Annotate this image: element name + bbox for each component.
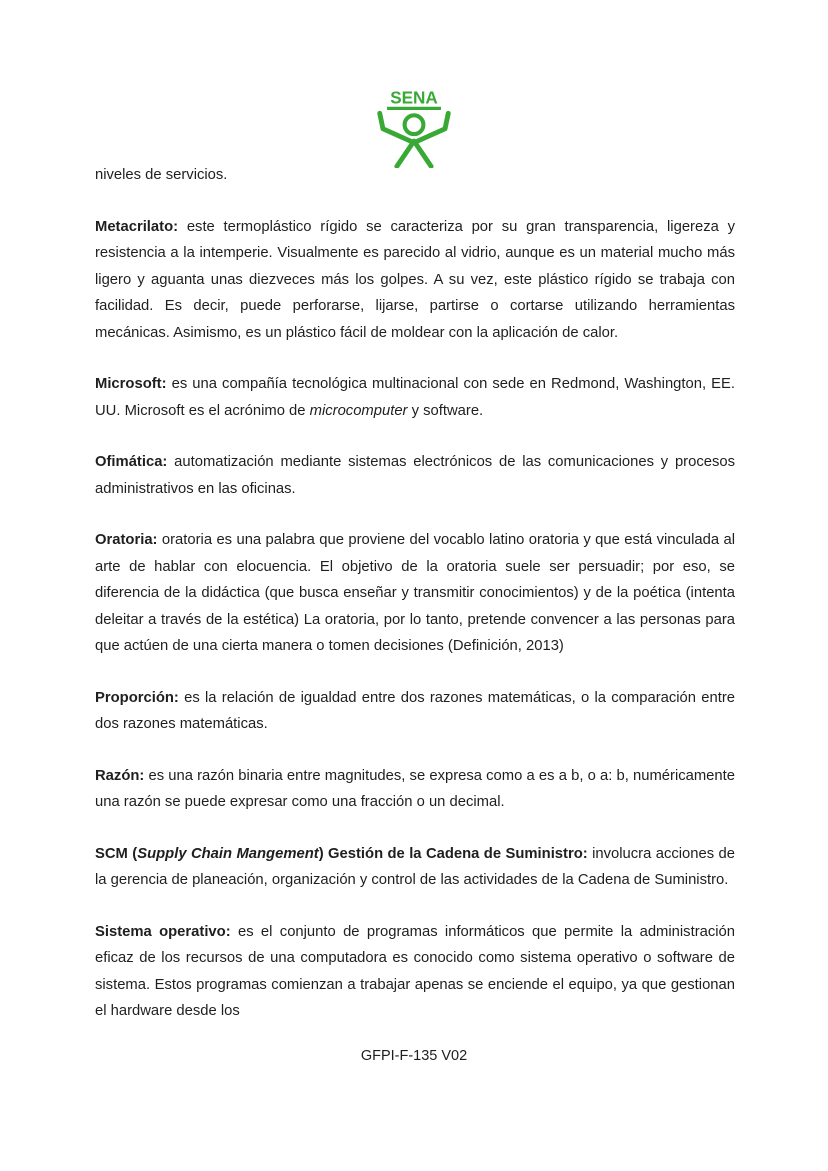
- glossary-entry: [95, 919, 735, 1025]
- entry-text: oratoria es una palabra que proviene del vocablo latino oratoria y que está vinculada al arte de hablar con elocuencia. El objetivo de la oratoria suele ser persuadir; por eso, se diferencia de la didáctica (que busca enseñar y transmitir conocimientos) y de la poética (intenta deleitar a través de la estética) La oratoria, por lo tanto, pretende convencer a las personas para que actúen de una cierta manera o tomen decisiones (Definición, 2013): [95, 532, 736, 654]
- entry-text: automatización mediante sistemas electrónicos de las comunicaciones y procesos administrativos en las oficinas.: [95, 454, 735, 497]
- page-footer: [0, 1048, 828, 1064]
- entry-term: Proporción:: [95, 689, 185, 706]
- entry-term: Supply Chain Mangement: [137, 845, 319, 862]
- glossary-entry: [95, 763, 735, 816]
- sena-logo-figure: [373, 88, 455, 168]
- entry-text: es una compañía tecnológica multinacional con sede en Redmond, Washington, EE. UU. Microsoft es el acrónimo de: [95, 376, 736, 419]
- intro-line: niveles de servicios.: [95, 167, 228, 183]
- footer-code: GFPI-F-135 V02: [360, 1048, 468, 1064]
- glossary-entry: [95, 841, 735, 894]
- entry-term: Microsoft:: [95, 376, 172, 392]
- glossary-entry: [95, 371, 735, 424]
- entry-text: es el conjunto de programas informáticos que permite la administración eficaz de los recursos de una computadora es conocido como sistema operativo o software de sistema. Estos programas comienzan a trabajar apenas se enciende el equipo, ya que gestionan el hardware desde los: [95, 923, 735, 1019]
- glossary-entries: [95, 214, 735, 1025]
- glossary-entry: [95, 527, 735, 660]
- sena-logo: [0, 88, 828, 168]
- glossary-content: [95, 162, 735, 1050]
- entry-term: Ofimática:: [95, 454, 175, 470]
- entry-term: Metacrilato:: [95, 218, 187, 235]
- entry-term: SCM (: [95, 845, 138, 862]
- entry-term: ) Gestión de la Cadena de Suministro:: [318, 845, 593, 862]
- glossary-entry: [95, 449, 735, 502]
- logo-head: [405, 115, 424, 134]
- glossary-entry: [95, 685, 735, 738]
- entry-term: Razón:: [95, 767, 149, 784]
- entry-text: es una razón binaria entre magnitudes, se expresa como a es a b, o a: b, numéricamente una razón se puede expresar como una fracción o un decimal.: [95, 767, 735, 810]
- entry-term: Oratoria:: [95, 532, 162, 548]
- entry-term: Sistema operativo:: [95, 923, 238, 940]
- entry-text: microcomputer: [309, 402, 408, 419]
- entry-text: y software.: [407, 402, 484, 419]
- entry-text: este termoplástico rígido se caracteriza por su gran transparencia, ligereza y resistencia a la intemperie. Visualmente es parecido al vidrio, aunque es un material mucho más ligero y aguanta unas diezveces más los golpes. A su vez, este plástico rígido se trabaja con facilidad. Es decir, puede perforarse, lijarse, partirse o cortarse utilizando herramientas mecánicas. Asimismo, es un plástico fácil de moldear con la aplicación de calor.: [95, 218, 735, 341]
- entry-text: involucra acciones de la gerencia de planeación, organización y control de las actividades de la Cadena de Suministro.: [95, 845, 735, 888]
- glossary-entry: [95, 214, 735, 347]
- sena-logo-text: SENA: [390, 88, 438, 108]
- entry-text: es la relación de igualdad entre dos razones matemáticas, o la comparación entre dos razones matemáticas.: [95, 689, 735, 732]
